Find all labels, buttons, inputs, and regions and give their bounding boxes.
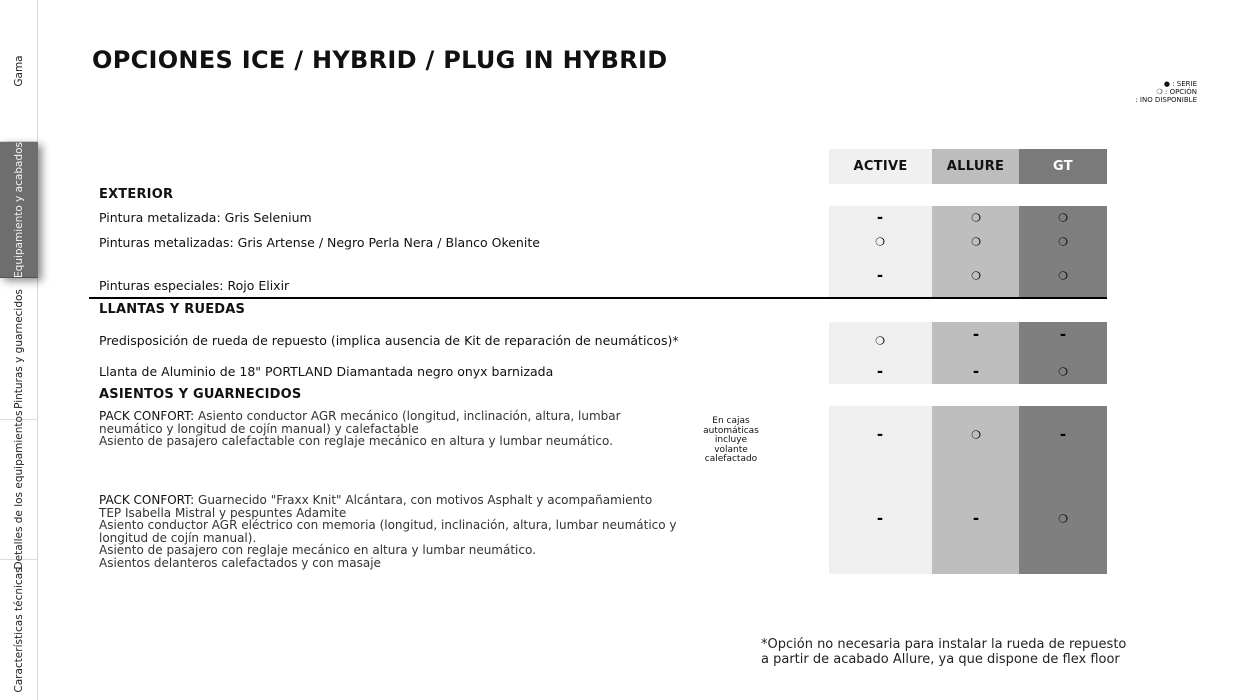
row-label-llanta-portland: Llanta de Aluminio de 18" PORTLAND Diamantada negro onyx barnizada — [99, 364, 554, 379]
pack-text: Guarnecido "Fraxx Knit" Alcántara, con motivos Asphalt y acompañamiento — [194, 493, 653, 507]
column-header-allure: ALLURE — [932, 149, 1019, 184]
footnote-line: *Opción no necesaria para instalar la rueda de repuesto — [761, 637, 1127, 652]
pack-note: En cajas automáticas incluye volante calefactado — [703, 416, 759, 464]
row-label-rojo-elixir: Pinturas especiales: Rojo Elixir — [99, 278, 290, 293]
nav-tab-gama[interactable] — [0, 0, 38, 142]
cell-value-allure: ❍ — [971, 235, 981, 249]
pack-line: Asiento de pasajero calefactable con reglaje mecánico en altura y lumbar neumático. — [99, 434, 613, 448]
cell-value-allure: ❍ — [971, 211, 981, 225]
cell-value-allure: - — [972, 362, 980, 381]
section-exterior: EXTERIOR — [99, 187, 174, 202]
cell-value-gt: - — [1059, 325, 1067, 344]
page-title: OPCIONES ICE / HYBRID / PLUG IN HYBRID — [92, 46, 668, 74]
pack-confort-1 — [99, 410, 621, 448]
cell-value-active: - — [876, 266, 884, 285]
cell-value-allure: ❍ — [971, 428, 981, 442]
row-label-artense: Pinturas metalizadas: Gris Artense / Negro Perla Nera / Blanco Okenite — [99, 235, 540, 250]
cell-value-active: ❍ — [875, 235, 885, 249]
pack-line: neumático y longitud de cojín manual) y calefactable — [99, 421, 419, 436]
nav-tab-equipamiento[interactable] — [0, 142, 38, 278]
legend — [1135, 80, 1197, 104]
nav-tab-label: Pinturas y guarnecidos — [13, 288, 25, 409]
cell-value-allure: - — [972, 325, 980, 344]
pack-line: longitud de cojín manual). — [99, 530, 257, 545]
pack-text: Asiento conductor AGR mecánico (longitud, inclinación, altura, lumbar — [194, 409, 621, 423]
pack-confort-2 — [99, 494, 677, 569]
pack-line — [99, 410, 621, 423]
footnote — [761, 638, 1126, 667]
legend-serie: ● : SERIE — [1163, 80, 1197, 88]
cell-value-active: - — [876, 425, 884, 444]
pack-line: Asiento de pasajero con reglaje mecánico en altura y lumbar neumático. — [99, 543, 536, 557]
cell-value-active: - — [876, 208, 884, 227]
nav-tab-label: Equipamiento y acabados — [13, 141, 25, 278]
side-navigation — [0, 0, 38, 700]
nav-tab-label: Detalles de los equipamientos — [13, 410, 25, 569]
cell-value-gt: ❍ — [1058, 365, 1068, 379]
column-header-gt: GT — [1019, 149, 1107, 184]
pack-title: PACK CONFORT: — [99, 493, 195, 507]
cell-value-active: - — [876, 362, 884, 381]
column-header-active: ACTIVE — [829, 149, 932, 184]
row-label-rueda-repuesto: Predisposición de rueda de repuesto (implica ausencia de Kit de reparación de neumáticos)* — [99, 333, 679, 348]
legend-opcion: ❍ : OPCIÓN — [1156, 88, 1197, 96]
pack-line — [99, 494, 677, 507]
cell-value-active: - — [876, 509, 884, 528]
footnote-line: a partir de acabado Allure, ya que dispone de flex floor — [761, 651, 1120, 667]
section-asientos: ASIENTOS Y GUARNECIDOS — [99, 387, 302, 402]
pack-line: Asientos delanteros calefactados y con masaje — [99, 555, 381, 570]
cell-value-gt: ❍ — [1058, 269, 1068, 283]
nav-tab-label: Características técnicas — [13, 567, 25, 693]
cell-value-gt: ❍ — [1058, 512, 1068, 526]
cell-value-allure: ❍ — [971, 269, 981, 283]
row-label-gris-selenium: Pintura metalizada: Gris Selenium — [99, 210, 312, 225]
cell-value-gt: - — [1059, 425, 1067, 444]
cell-value-active: ❍ — [875, 334, 885, 348]
cell-value-allure: - — [972, 509, 980, 528]
cell-value-gt: ❍ — [1058, 235, 1068, 249]
pack-line: TEP Isabella Mistral y pespuntes Adamite — [99, 505, 347, 520]
section-divider — [89, 297, 1107, 299]
cell-value-gt: ❍ — [1058, 211, 1068, 225]
nav-tab-label: Gama — [13, 54, 25, 87]
nav-tab-caracteristicas[interactable] — [0, 560, 38, 700]
pack-line: Asiento conductor AGR eléctrico con memoria (longitud, inclinación, altura, lumbar neumático y — [99, 518, 677, 532]
nav-tab-detalles[interactable] — [0, 410, 38, 569]
pack-title: PACK CONFORT: — [99, 409, 195, 423]
legend-no-disponible: : INO DISPONIBLE — [1135, 96, 1197, 104]
section-llantas: LLANTAS Y RUEDAS — [99, 302, 246, 317]
nav-tab-pinturas[interactable] — [0, 278, 38, 420]
